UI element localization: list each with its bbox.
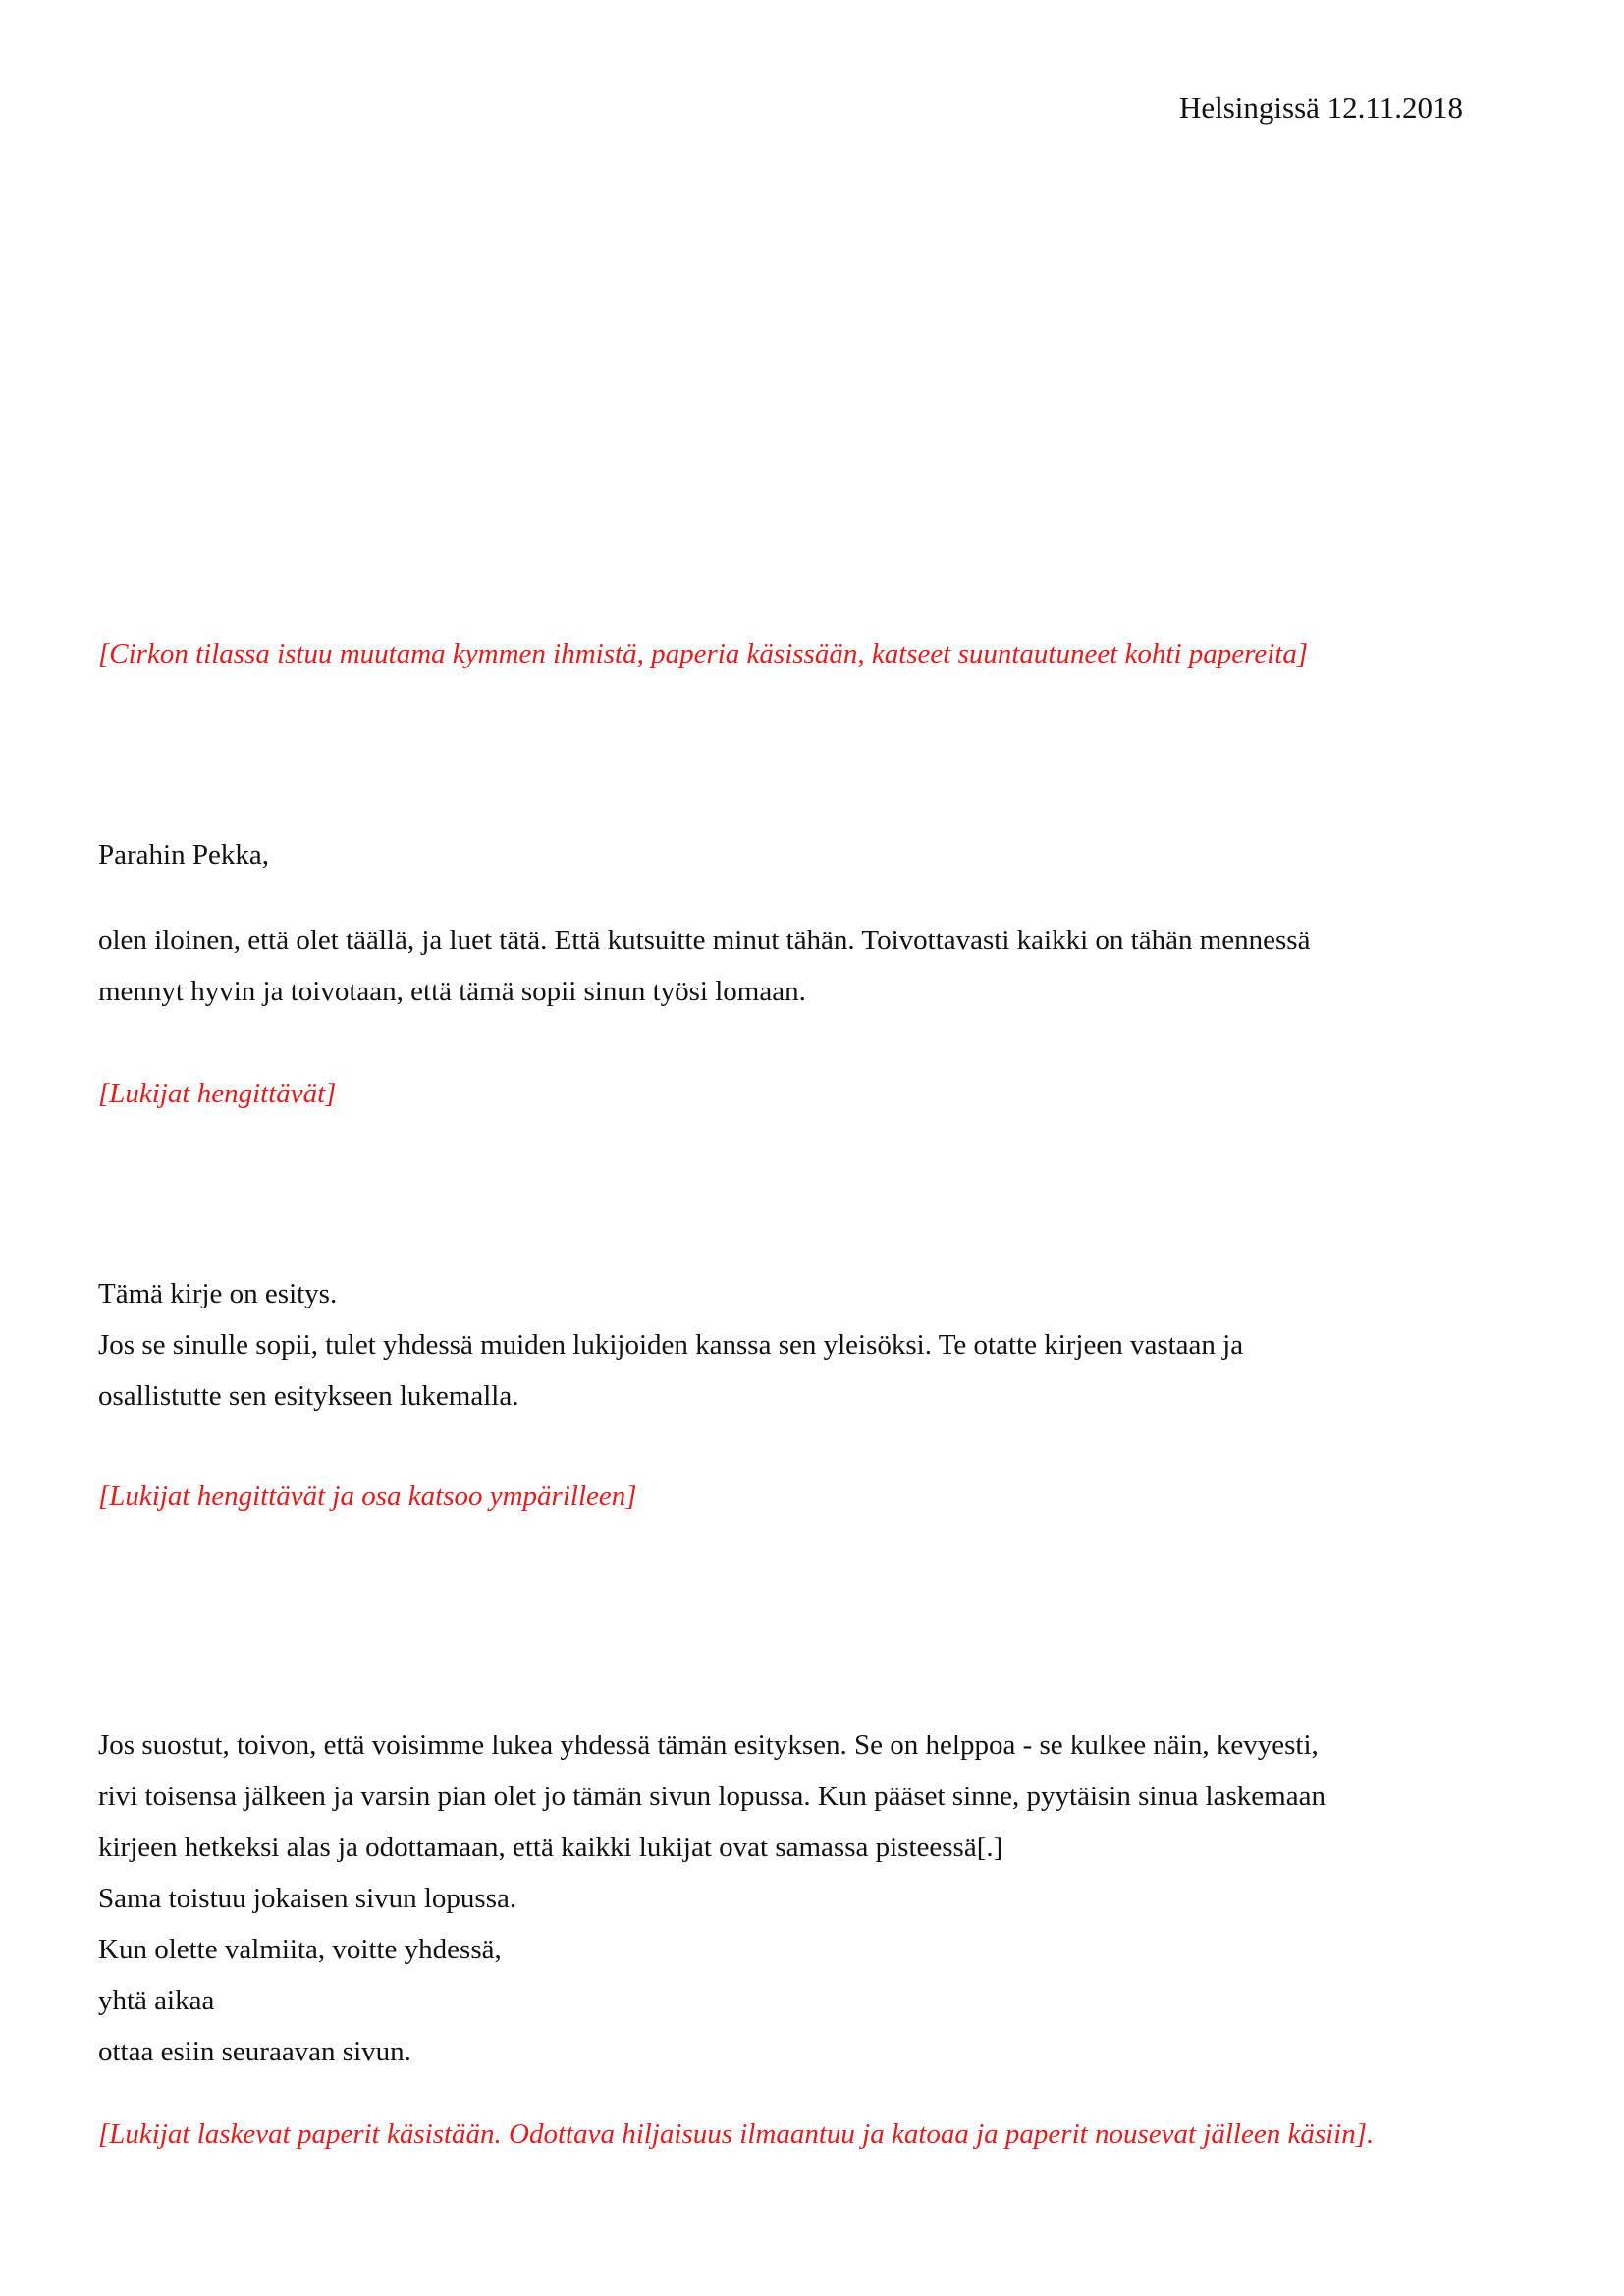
paragraph bbox=[98, 1268, 1516, 1421]
stage-direction bbox=[98, 2109, 1516, 2160]
paragraph-line: Sama toistuu jokaisen sivun lopussa. bbox=[98, 1883, 517, 1914]
paragraph-line: rivi toisensa jälkeen ja varsin pian olet jo tämän sivun lopussa. Kun pääset sinne, pyytäisin sinua laskemaan bbox=[98, 1781, 1326, 1812]
paragraph-line: osallistutte sen esitykseen lukemalla. bbox=[98, 1380, 519, 1412]
stage-direction-line: [Cirkon tilassa istuu muutama kymmen ihmistä, paperia käsissään, katseet suuntautuneet kohti papereita] bbox=[98, 638, 1309, 669]
paragraph-line: Jos se sinulle sopii, tulet yhdessä muiden lukijoiden kanssa sen yleisöksi. Te otatte kirjeen vastaan ja bbox=[98, 1329, 1244, 1361]
paragraph bbox=[98, 915, 1516, 1017]
paragraph-line: ottaa esiin seuraavan sivun. bbox=[98, 2036, 411, 2067]
paragraph-line: Parahin Pekka, bbox=[98, 839, 269, 871]
paragraph-line: kirjeen hetkeksi alas ja odottamaan, että kaikki lukijat ovat samassa pisteessä[.] bbox=[98, 1832, 1003, 1863]
paragraph-line: yhtä aikaa bbox=[98, 1985, 215, 2016]
paragraph-line: Tämä kirje on esitys. bbox=[98, 1278, 338, 1309]
paragraph-line: olen iloinen, että olet täällä, ja luet tätä. Että kutsuitte minut tähän. Toivottavasti kaikki on tähän mennessä bbox=[98, 925, 1311, 956]
paragraph-line: mennyt hyvin ja toivotaan, että tämä sopii sinun työsi lomaan. bbox=[98, 976, 806, 1007]
paragraph bbox=[98, 1720, 1516, 2077]
stage-direction bbox=[98, 1068, 1516, 1119]
paragraph bbox=[98, 829, 1516, 881]
paragraph-line: Jos suostut, toivon, että voisimme lukea yhdessä tämän esityksen. Se on helppoa - se kulkee näin, kevyesti, bbox=[98, 1730, 1319, 1761]
stage-direction-line: [Lukijat hengittävät ja osa katsoo ympärilleen] bbox=[98, 1480, 637, 1512]
paragraph-line: Kun olette valmiita, voitte yhdessä, bbox=[98, 1934, 502, 1965]
stage-direction-line: [Lukijat hengittävät] bbox=[98, 1078, 337, 1109]
dateline: Helsingissä 12.11.2018 bbox=[1178, 90, 1463, 125]
stage-direction-line: [Lukijat laskevat paperit käsistään. Odottava hiljaisuus ilmaantuu ja katoaa ja paperit nousevat jälleen käsiin]. bbox=[98, 2118, 1375, 2150]
stage-direction bbox=[98, 1470, 1516, 1522]
stage-direction bbox=[98, 628, 1516, 679]
